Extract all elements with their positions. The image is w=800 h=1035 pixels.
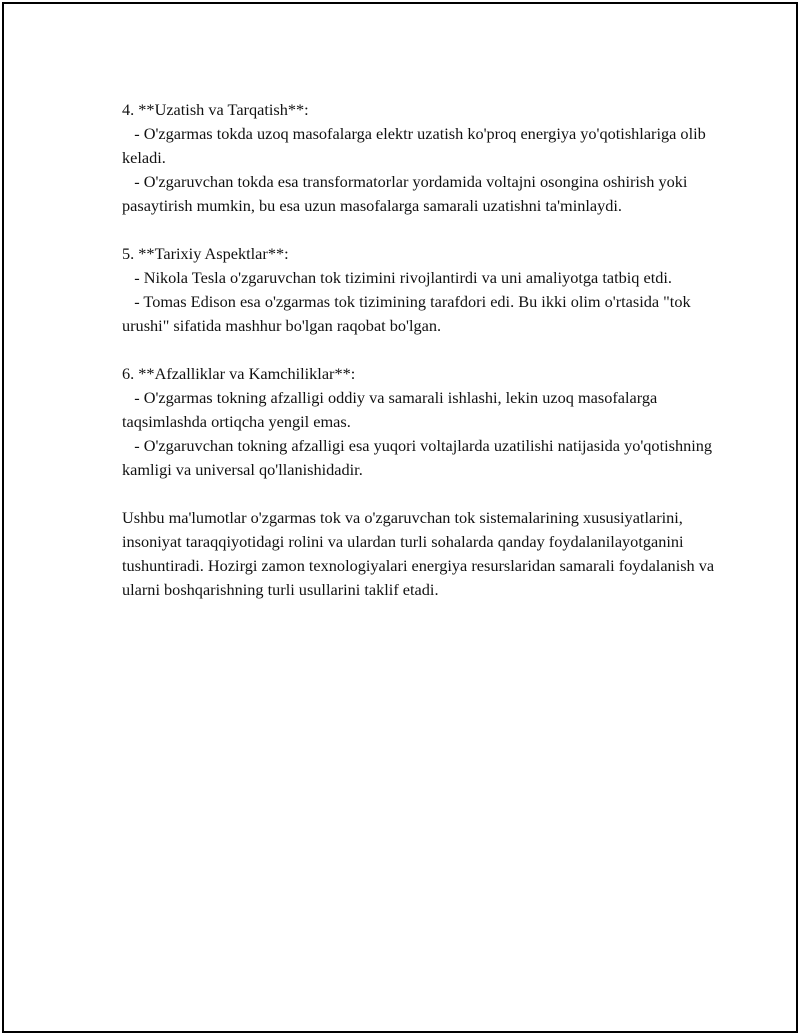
closing-paragraph: Ushbu ma'lumotlar o'zgarmas tok va o'zgaruvchan tok sistemalarining xususiyatlarini, insoniyat taraqqiyotidagi rolini va ulardan turli sohalarda qanday foydalanilayotganini tushuntiradi. Hozirgi zamon texnologiyalari energiya resurslaridan samarali foydalanish va ularni boshqarishning turli usullarini taklif etadi.	[122, 508, 715, 599]
bullet-item	[122, 290, 722, 338]
bullet-item	[122, 434, 722, 482]
bullet-text: - Tomas Edison esa o'zgarmas tok tizimining tarafdori edi. Bu ikki olim o'rtasida "tok urushi" sifatida mashhur bo'lgan raqobat bo'lgan.	[122, 292, 695, 335]
section-heading: 4. **Uzatish va Tarqatish**:	[122, 100, 309, 119]
bullet-item	[122, 170, 722, 218]
bullet-text: - O'zgaruvchan tokning afzalligi esa yuqori voltajlarda uzatilishi natijasida yo'qotishning kamligi va universal qo'llanishidadir.	[122, 436, 717, 479]
section-afzalliklar-va-kamchiliklar	[122, 362, 722, 482]
bullet-text: - Nikola Tesla o'zgaruvchan tok tizimini rivojlantirdi va uni amaliyotga tatbiq etdi.	[122, 268, 672, 287]
section-uzatish-va-tarqatish	[122, 98, 722, 218]
section-heading: 5. **Tarixiy Aspektlar**:	[122, 244, 289, 263]
document-page	[2, 2, 798, 1033]
section-heading: 6. **Afzalliklar va Kamchiliklar**:	[122, 364, 356, 383]
bullet-item	[122, 266, 722, 290]
bullet-text: - O'zgarmas tokning afzalligi oddiy va samarali ishlashi, lekin uzoq masofalarga taqsimlashda ortiqcha yengil emas.	[122, 388, 662, 431]
bullet-text: - O'zgarmas tokda uzoq masofalarga elektr uzatish ko'proq energiya yo'qotishlariga olib keladi.	[122, 124, 710, 167]
bullet-text: - O'zgaruvchan tokda esa transformatorlar yordamida voltajni osongina oshirish yoki pasaytirish mumkin, bu esa uzun masofalarga samarali uzatishni ta'minlaydi.	[122, 172, 692, 215]
document-body	[122, 98, 722, 602]
bullet-item	[122, 386, 722, 434]
section-tarixiy-aspektlar	[122, 242, 722, 338]
bullet-item	[122, 122, 722, 170]
